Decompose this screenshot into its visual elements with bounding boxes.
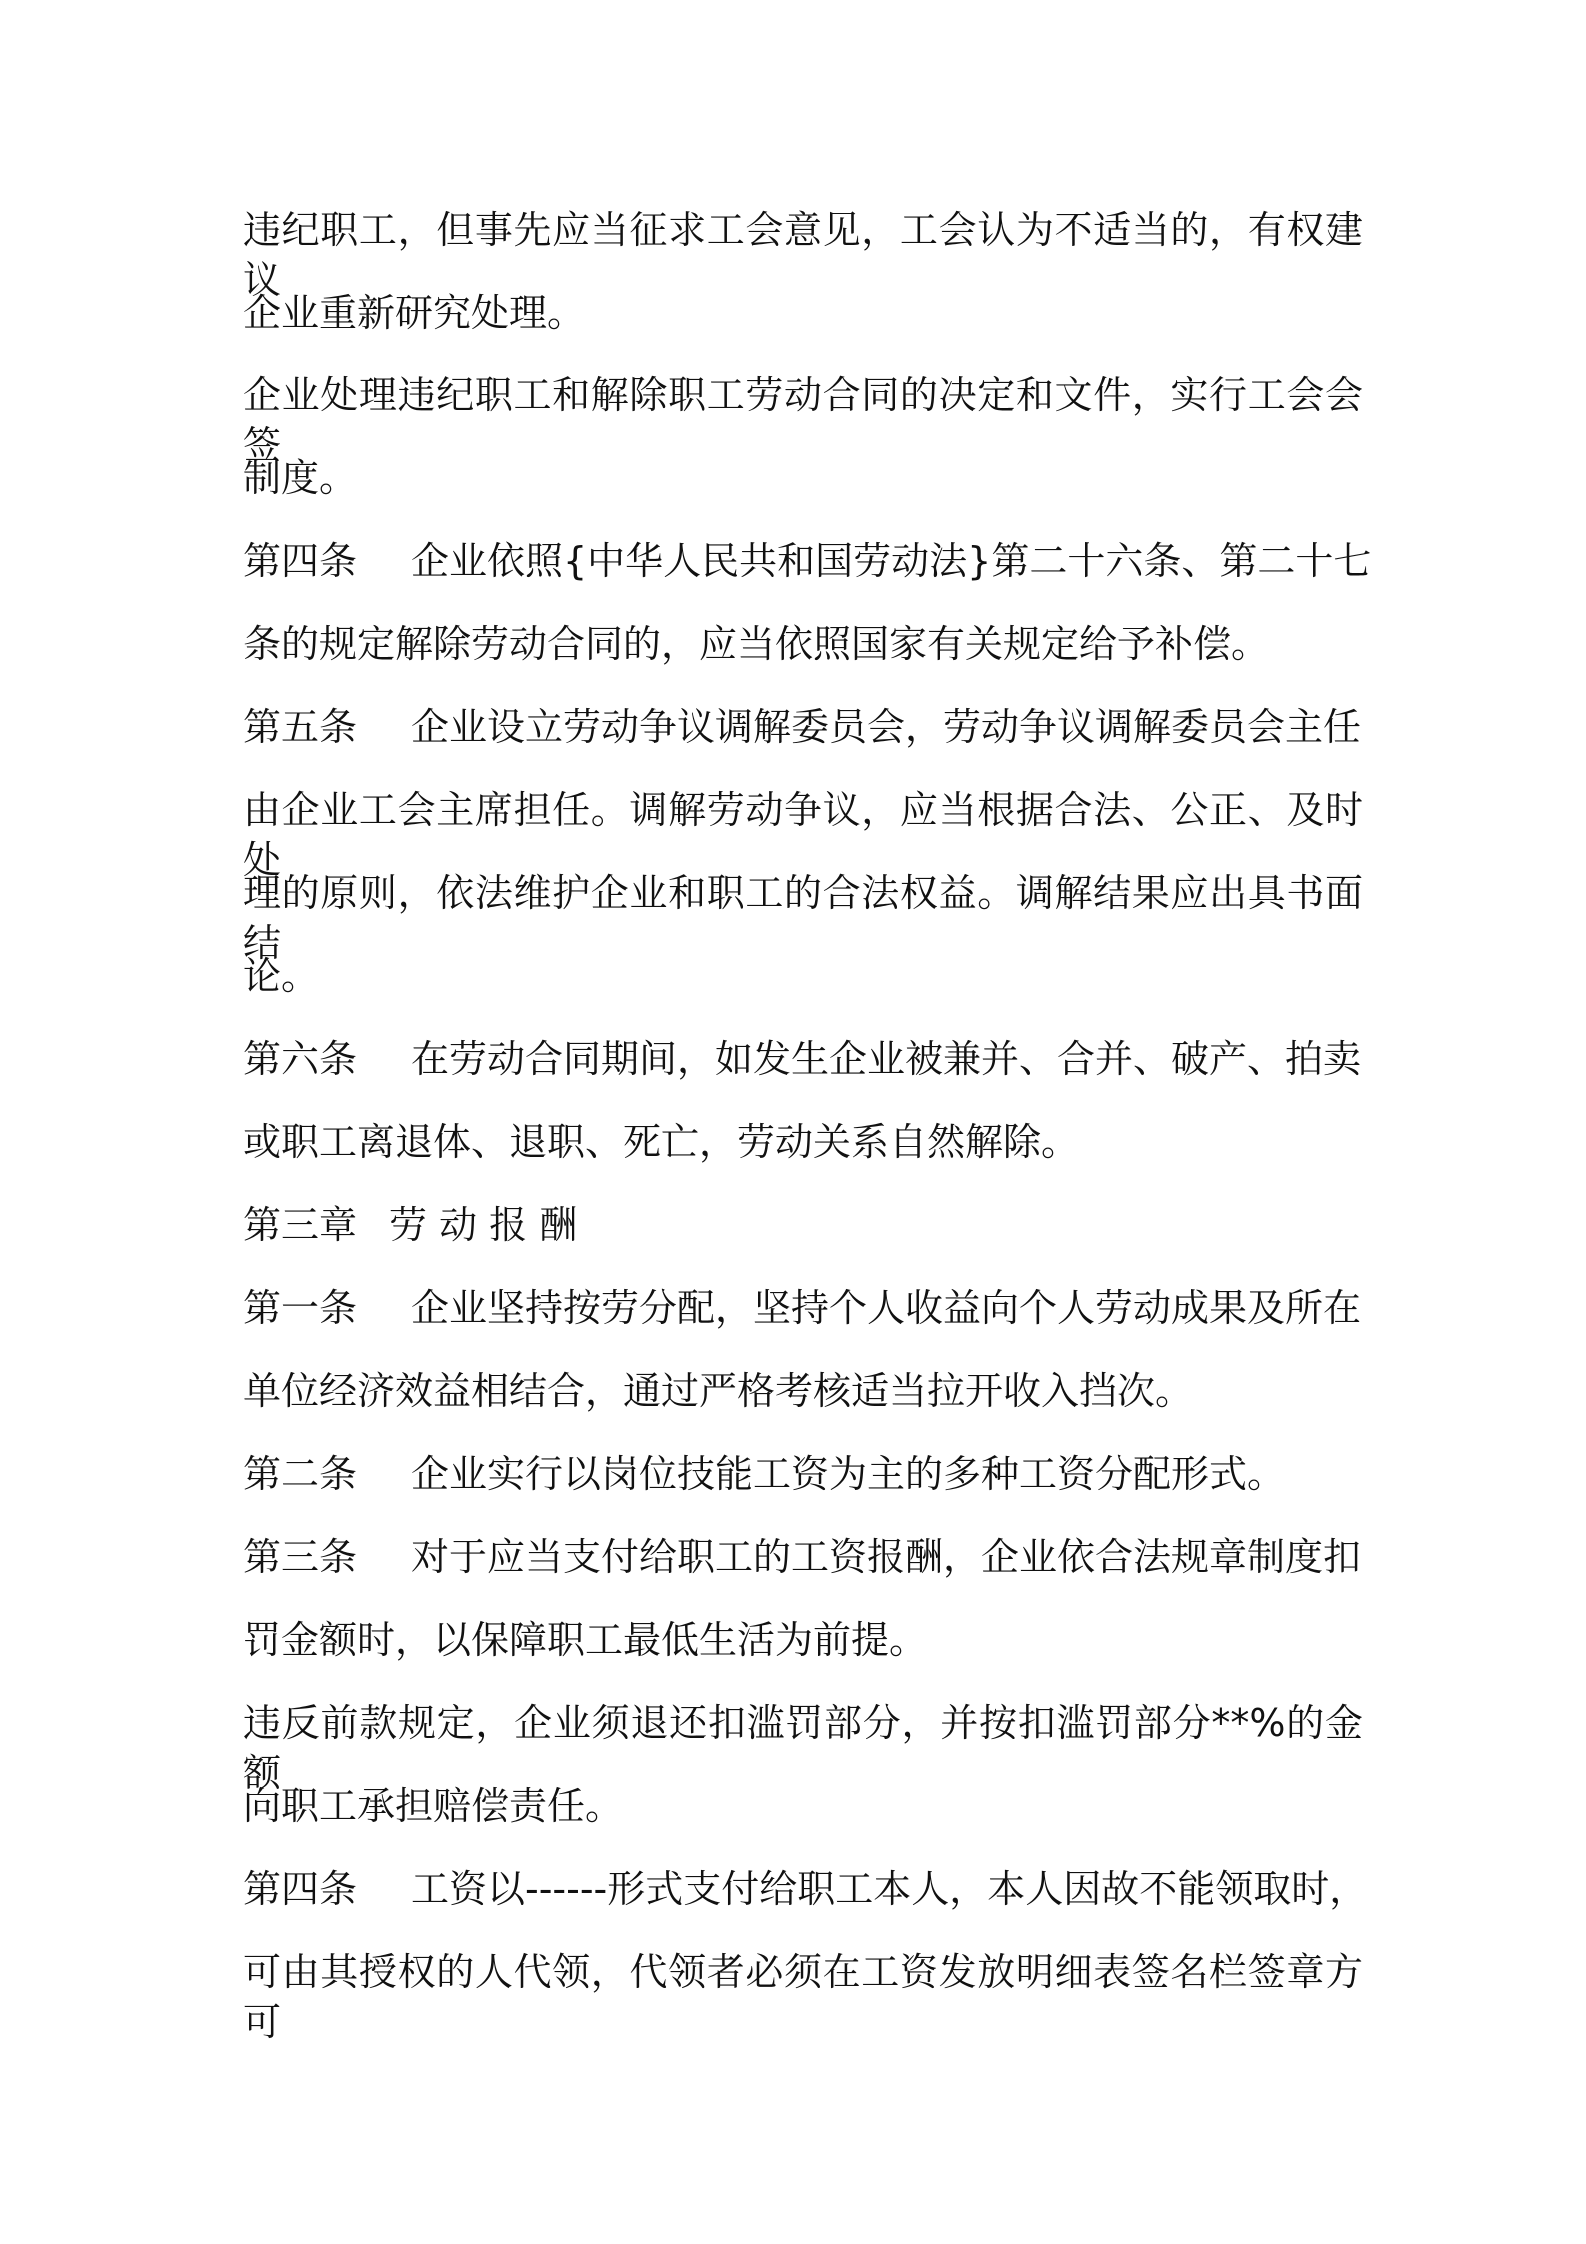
text-line: 违反前款规定，企业须退还扣滥罚部分，并按扣滥罚部分**%的金额 <box>243 1701 1363 1795</box>
text-line: 由企业工会主席担任。调解劳动争议，应当根据合法、公正、及时处 <box>243 788 1363 882</box>
article-label: 第四条 <box>243 539 358 583</box>
text-line: 向职工承担赔偿责任。 <box>243 1784 624 1828</box>
article-label: 第二条 <box>243 1452 358 1496</box>
article-line <box>243 1449 1363 1499</box>
text-line: 制度。 <box>243 456 358 500</box>
text-line: 单位经济效益相结合，通过严格考核适当拉开收入挡次。 <box>243 1369 1194 1413</box>
chapter-label: 第三章 <box>243 1203 358 1247</box>
text-line: 可由其授权的人代领，代领者必须在工资发放明细表签名栏签章方可 <box>243 1950 1363 2044</box>
text-line: 企业处理违纪职工和解除职工劳动合同的决定和文件，实行工会会签 <box>243 373 1363 467</box>
text-line: 违纪职工，但事先应当征求工会意见，工会认为不适当的，有权建议 <box>243 208 1363 302</box>
text-line: 条的规定解除劳动合同的，应当依照国家有关规定给予补偿。 <box>243 622 1270 666</box>
article-label: 第一条 <box>243 1286 358 1330</box>
chapter-heading <box>243 1200 1363 1250</box>
article-text: 企业依照{中华人民共和国劳动法}第二十六条、第二十七 <box>411 539 1372 583</box>
article-text: 在劳动合同期间，如发生企业被兼并、合并、破产、拍卖 <box>411 1037 1362 1081</box>
text-line: 或职工离退体、退职、死亡，劳动关系自然解除。 <box>243 1120 1080 1164</box>
article-text: 对于应当支付给职工的工资报酬，企业依合法规章制度扣 <box>411 1535 1362 1579</box>
article-text: 企业设立劳动争议调解委员会，劳动争议调解委员会主任 <box>411 705 1362 749</box>
article-label: 第六条 <box>243 1037 358 1081</box>
text-line: 论。 <box>243 954 320 998</box>
article-line <box>243 1034 1363 1084</box>
article-text: 企业实行以岗位技能工资为主的多种工资分配形式。 <box>411 1452 1286 1496</box>
article-text: 企业坚持按劳分配，坚持个人收益向个人劳动成果及所在 <box>411 1286 1362 1330</box>
article-line <box>243 536 1372 586</box>
article-line <box>243 1283 1363 1333</box>
text-line: 理的原则，依法维护企业和职工的合法权益。调解结果应出具书面结 <box>243 871 1363 965</box>
text-line: 企业重新研究处理。 <box>243 291 586 335</box>
article-label: 第五条 <box>243 705 358 749</box>
article-line <box>243 1532 1363 1582</box>
article-line <box>243 702 1363 752</box>
article-line <box>243 1864 1368 1914</box>
article-label: 第三条 <box>243 1535 358 1579</box>
chapter-title: 劳 动 报 酬 <box>389 1203 578 1247</box>
text-line: 罚金额时，以保障职工最低生活为前提。 <box>243 1618 928 1662</box>
article-label: 第四条 <box>243 1867 358 1911</box>
article-text: 工资以------形式支付给职工本人，本人因故不能领取时， <box>411 1867 1368 1911</box>
